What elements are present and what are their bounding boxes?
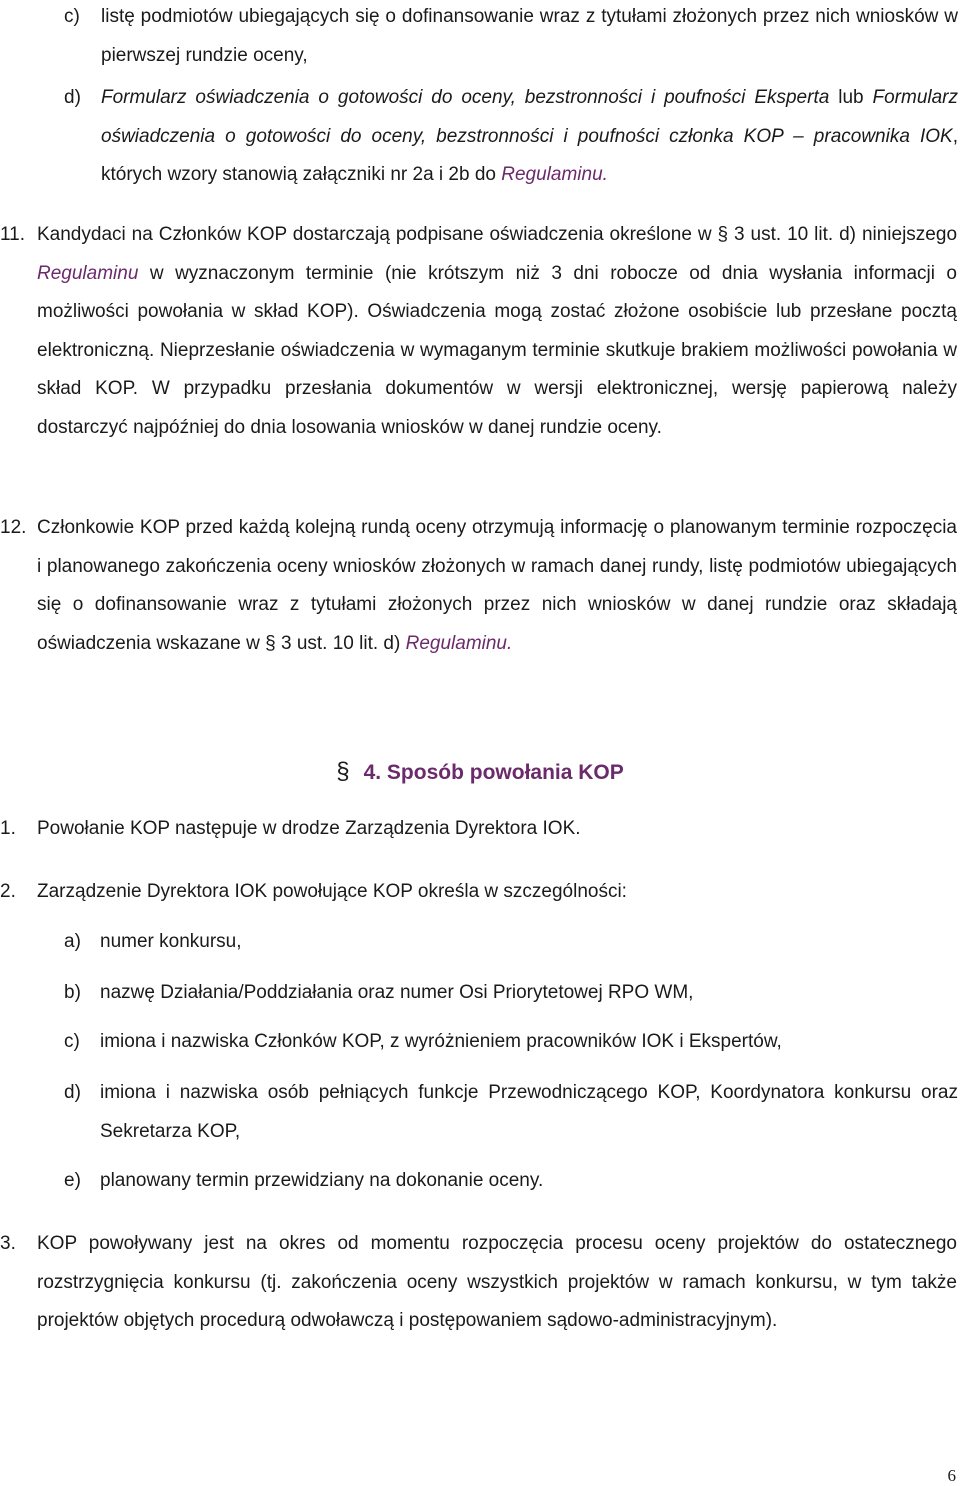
text-fragment: lub	[838, 87, 864, 108]
list-item-label: a)	[64, 931, 81, 952]
paragraph-number: 12.	[0, 517, 27, 538]
section-title: 4. Sposób powołania KOP	[363, 761, 624, 784]
item-number: 3.	[0, 1233, 16, 1254]
list-item-text: planowany termin przewidziany na dokonanie oceny.	[100, 1170, 544, 1191]
text-fragment: Członkowie KOP przed każdą kolejną rundą oceny otrzymują informację o planowanym terminie rozpoczęcia i planowanego zakończenia oceny wniosków złożonych w ramach danej rundy, listę podmiotów ubiegających się o dofinansowanie wraz z tytułami złożonych przez nich wniosków w danej rundzie oraz składają oświadczenia wskazane w	[37, 517, 957, 654]
form-name-expert: Formularz oświadczenia o gotowości do oceny, bezstronności i poufności Eksperta	[101, 87, 830, 108]
text-fragment: , których wzory stanowią załączniki nr 2a i 2b do	[101, 125, 958, 185]
list-item-text: imiona i nazwiska osób pełniących funkcje Przewodniczącego KOP, Koordynatora konkursu oraz Sekretarza KOP,	[100, 1082, 958, 1142]
paragraph-number: 11.	[0, 224, 26, 245]
text-fragment: 3 ust. 10 lit. d)	[280, 632, 401, 654]
list-item-label: c)	[64, 1031, 80, 1052]
item-2	[0, 873, 957, 912]
list-item-text: numer konkursu,	[100, 931, 242, 952]
item-text: Powołanie KOP następuje w drodze Zarządzenia Dyrektora IOK.	[37, 818, 581, 839]
paragraph-11	[0, 216, 958, 447]
item-number: 1.	[0, 818, 16, 839]
text-fragment: Kandydaci na Członków KOP dostarczają podpisane oświadczenia określone w	[37, 224, 712, 245]
form-name-member: Formularz oświadczenia o gotowości do oceny, bezstronności i poufności członka KOP – pracownika IOK	[101, 87, 959, 147]
section-symbol: §	[265, 632, 276, 654]
list-item-label: d)	[64, 1082, 81, 1103]
regulation-ref: Regulaminu	[37, 262, 139, 284]
list-item-text: listę podmiotów ubiegających się o dofinansowanie wraz z tytułami złożonych przez nich wniosków w pierwszej rundzie oceny,	[101, 6, 958, 66]
item-3	[0, 1225, 957, 1341]
regulation-ref: Regulaminu.	[405, 632, 513, 654]
regulation-ref: Regulaminu.	[501, 164, 608, 185]
paragraph-12	[0, 509, 957, 663]
list-item-text	[101, 79, 958, 195]
list-item-label: c)	[64, 6, 80, 27]
page-number: 6	[947, 1466, 956, 1485]
item-number: 2.	[0, 881, 16, 902]
section-symbol: §	[717, 224, 729, 245]
section-symbol: §	[336, 758, 350, 785]
list-item-text: imiona i nazwiska Członków KOP, z wyróżnieniem pracowników IOK i Ekspertów,	[100, 1031, 782, 1052]
text-fragment: w wyznaczonym terminie (nie krótszym niż 3 dni robocze od dnia wysłania informacji o możliwości powołania w skład KOP). Oświadczenia mogą zostać złożone osobiście lub przesłane pocztą elektroniczną. Nieprzesłanie oświadczenia w wymaganym terminie skutkuje brakiem możliwości powołania w skład KOP. W przypadku przesłania dokumentów w wersji elektronicznej, wersję papierową należy dostarczyć najpóźniej do dnia losowania wniosków w danej rundzie oceny.	[37, 262, 957, 438]
item-text: KOP powoływany jest na okres od momentu rozpoczęcia procesu oceny projektów do ostatecznego rozstrzygnięcia konkursu (tj. zakończenia oceny wszystkich projektów w ramach konkursu, w tym także projektów objętych procedurą odwoławczą i postępowaniem sądowo-administracyjnym).	[37, 1233, 957, 1331]
item-text: Zarządzenie Dyrektora IOK powołujące KOP określa w szczególności:	[37, 881, 627, 902]
text-fragment: 3 ust. 10 lit. d) niniejszego	[734, 224, 958, 245]
list-item-text: nazwę Działania/Poddziałania oraz numer Osi Priorytetowej RPO WM,	[100, 982, 694, 1003]
list-item-label: b)	[64, 982, 81, 1003]
section-heading	[0, 754, 960, 791]
list-item-label: e)	[64, 1170, 81, 1191]
item-1	[0, 810, 957, 849]
list-item-label: d)	[64, 87, 81, 108]
